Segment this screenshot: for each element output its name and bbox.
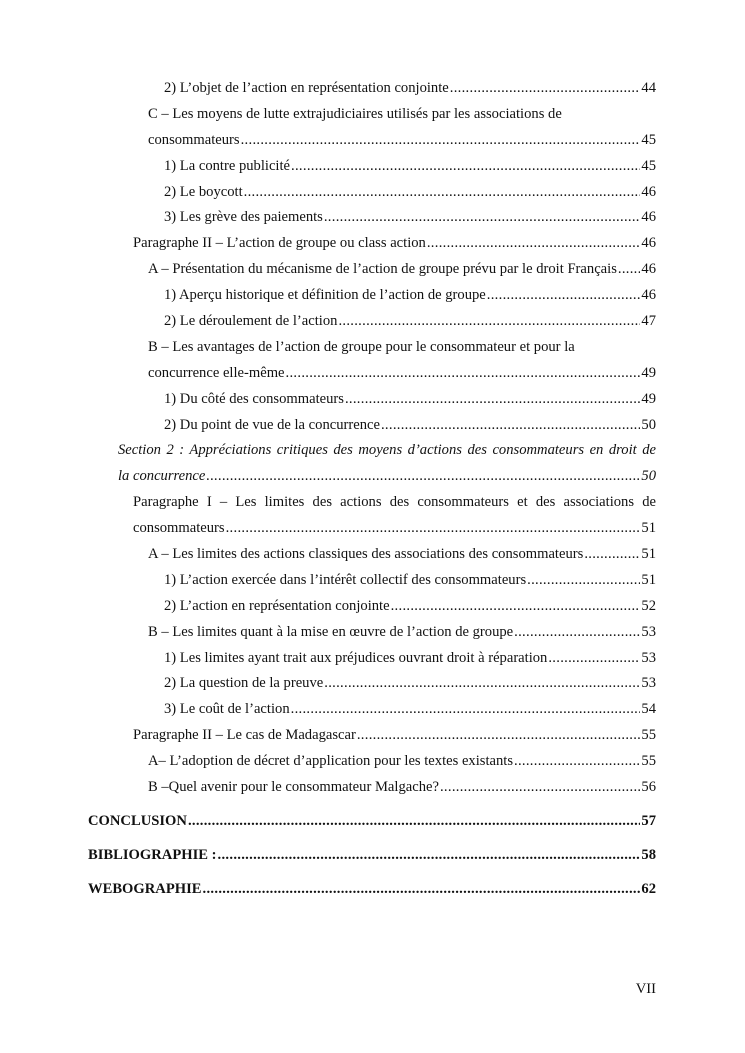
toc-entry-page: 53 <box>641 649 656 666</box>
toc-entry[interactable] <box>0 464 745 490</box>
toc-entry[interactable] <box>0 490 745 516</box>
dot-leader <box>487 283 641 309</box>
dot-leader <box>241 128 641 154</box>
toc-entry-page: 46 <box>641 287 656 304</box>
toc-entry-page: 51 <box>641 520 656 537</box>
toc-entry-title: 2) Le boycott <box>164 183 243 200</box>
dot-leader <box>291 154 640 180</box>
toc-entry-title: la concurrence <box>118 468 206 485</box>
toc-entry-title: WEBOGRAPHIE <box>88 880 202 897</box>
toc-entry-title: B – Les limites quant à la mise en œuvre de l’action de groupe <box>148 623 514 640</box>
toc-entry-page: 56 <box>641 779 656 796</box>
toc-entry-title: 3) Les grève des paiements <box>164 209 323 226</box>
toc-entry[interactable] <box>0 542 745 568</box>
toc-entry[interactable] <box>0 877 745 903</box>
toc-entry-page: 53 <box>641 675 656 692</box>
toc-entry[interactable] <box>0 128 745 154</box>
toc-entry[interactable] <box>0 309 745 335</box>
toc-entry-page: 44 <box>641 80 656 96</box>
toc-entry-page: 46 <box>641 235 656 252</box>
toc-entry-title: 1) Les limites ayant trait aux préjudices ouvrant droit à réparation <box>164 649 548 666</box>
toc-entry[interactable] <box>0 387 745 413</box>
toc-entry-title: A– L’adoption de décret d’application pour les textes existants <box>148 753 514 770</box>
toc-entry-title: CONCLUSION <box>88 812 187 829</box>
toc-entry-title: consommateurs <box>148 131 240 148</box>
toc-entry[interactable] <box>0 205 745 231</box>
toc-entry-page: 52 <box>641 597 656 614</box>
toc-entry-title: concurrence elle-même <box>148 364 285 381</box>
toc-entry-page: 57 <box>641 812 656 829</box>
toc-entry-title: 1) L’action exercée dans l’intérêt collectif des consommateurs <box>164 571 527 588</box>
dot-leader <box>450 76 641 102</box>
toc-entry-page: 45 <box>641 131 656 148</box>
toc-entry[interactable] <box>0 361 745 387</box>
toc-entry[interactable] <box>0 516 745 542</box>
toc-entry-title: 1) Du côté des consommateurs <box>164 390 344 407</box>
toc-entry[interactable] <box>0 843 745 869</box>
dot-leader <box>514 749 640 775</box>
toc-entry[interactable] <box>0 102 745 128</box>
toc-entry[interactable] <box>0 809 745 835</box>
dot-leader <box>357 723 641 749</box>
toc-entry-title: 2) Du point de vue de la concurrence <box>164 416 380 433</box>
toc-entry-page: 53 <box>641 623 656 640</box>
toc-entry[interactable] <box>0 413 745 439</box>
dot-leader <box>391 594 641 620</box>
dot-leader <box>226 516 641 542</box>
dot-leader <box>527 568 640 594</box>
toc-entry[interactable] <box>0 620 745 646</box>
toc-entry-title: Paragraphe I – Les limites des actions des consommateurs et des associations de <box>133 494 656 511</box>
toc-entry-title: 2) Le déroulement de l’action <box>164 313 338 330</box>
toc-entry[interactable] <box>0 283 745 309</box>
toc-entry-title: Section 2 : Appréciations critiques des moyens d’actions des consommateurs en droit de <box>118 442 656 459</box>
dot-leader <box>440 775 640 801</box>
toc-entry-page: 55 <box>641 753 656 770</box>
toc-entry[interactable] <box>0 438 745 464</box>
toc-entry-page: 50 <box>641 416 656 433</box>
toc-entry[interactable] <box>0 749 745 775</box>
toc-entry-page: 45 <box>641 157 656 174</box>
toc-entry-page: 46 <box>641 209 656 226</box>
dot-leader <box>514 620 640 646</box>
toc-entry[interactable] <box>0 180 745 206</box>
toc-entry-title: 2) La question de la preuve <box>164 675 324 692</box>
toc-entry-page: 46 <box>641 183 656 200</box>
toc-entry-page: 58 <box>641 846 656 863</box>
toc-entry-page: 51 <box>641 546 656 563</box>
toc-entry-title: Paragraphe II – L’action de groupe ou class action <box>133 235 426 252</box>
table-of-contents <box>0 76 745 903</box>
toc-entry-title: 2) L’objet de l’action en représentation conjointe <box>164 80 449 96</box>
dot-leader <box>206 464 640 490</box>
toc-entry-title: 2) L’action en représentation conjointe <box>164 597 390 614</box>
toc-entry-page: 49 <box>641 364 656 381</box>
toc-entry[interactable] <box>0 594 745 620</box>
toc-entry[interactable] <box>0 76 745 102</box>
toc-entry-title: BIBLIOGRAPHIE : <box>88 846 217 863</box>
toc-entry-title: C – Les moyens de lutte extrajudiciaires utilisés par les associations de <box>148 105 562 122</box>
dot-leader <box>188 809 640 835</box>
dot-leader <box>324 205 641 231</box>
dot-leader <box>203 877 641 903</box>
toc-entry-title: A – Présentation du mécanisme de l’action de groupe prévu par le droit Français <box>148 261 617 278</box>
toc-entry[interactable] <box>0 154 745 180</box>
toc-entry[interactable] <box>0 231 745 257</box>
dot-leader <box>381 413 640 439</box>
dot-leader <box>338 309 640 335</box>
dot-leader <box>218 843 641 869</box>
toc-entry-title: A – Les limites des actions classiques des associations des consommateurs <box>148 546 584 563</box>
toc-entry-title: Paragraphe II – Le cas de Madagascar <box>133 727 356 744</box>
toc-entry-page: 62 <box>641 880 656 897</box>
dot-leader <box>324 671 640 697</box>
dot-leader <box>427 231 641 257</box>
toc-entry-page: 50 <box>641 468 656 485</box>
toc-entry-page: 51 <box>641 571 656 588</box>
toc-entry[interactable] <box>0 697 745 723</box>
dot-leader <box>618 257 641 283</box>
toc-entry-page: 49 <box>641 390 656 407</box>
toc-entry-page: 47 <box>641 313 656 330</box>
dot-leader <box>584 542 640 568</box>
dot-leader <box>345 387 640 413</box>
dot-leader <box>291 697 641 723</box>
toc-entry[interactable] <box>0 257 745 283</box>
toc-entry-page: 54 <box>641 701 656 718</box>
dot-leader <box>548 646 640 672</box>
toc-entry[interactable] <box>0 723 745 749</box>
dot-leader <box>286 361 641 387</box>
toc-entry-page: 46 <box>641 261 656 278</box>
toc-entry[interactable] <box>0 671 745 697</box>
toc-entry-title: B – Les avantages de l’action de groupe pour le consommateur et pour la <box>148 338 575 355</box>
toc-entry-title: 1) La contre publicité <box>164 157 291 174</box>
toc-entry-title: B –Quel avenir pour le consommateur Malgache? <box>148 779 439 796</box>
toc-entry-title: 3) Le coût de l’action <box>164 701 290 718</box>
toc-entry-title: consommateurs <box>133 520 225 537</box>
toc-entry[interactable] <box>0 775 745 801</box>
page-number: VII <box>635 981 656 997</box>
dot-leader <box>244 180 641 206</box>
toc-entry-page: 55 <box>641 727 656 744</box>
toc-entry-title: 1) Aperçu historique et définition de l’action de groupe <box>164 287 486 304</box>
toc-entry[interactable] <box>0 568 745 594</box>
toc-entry[interactable] <box>0 646 745 672</box>
toc-entry[interactable] <box>0 335 745 361</box>
